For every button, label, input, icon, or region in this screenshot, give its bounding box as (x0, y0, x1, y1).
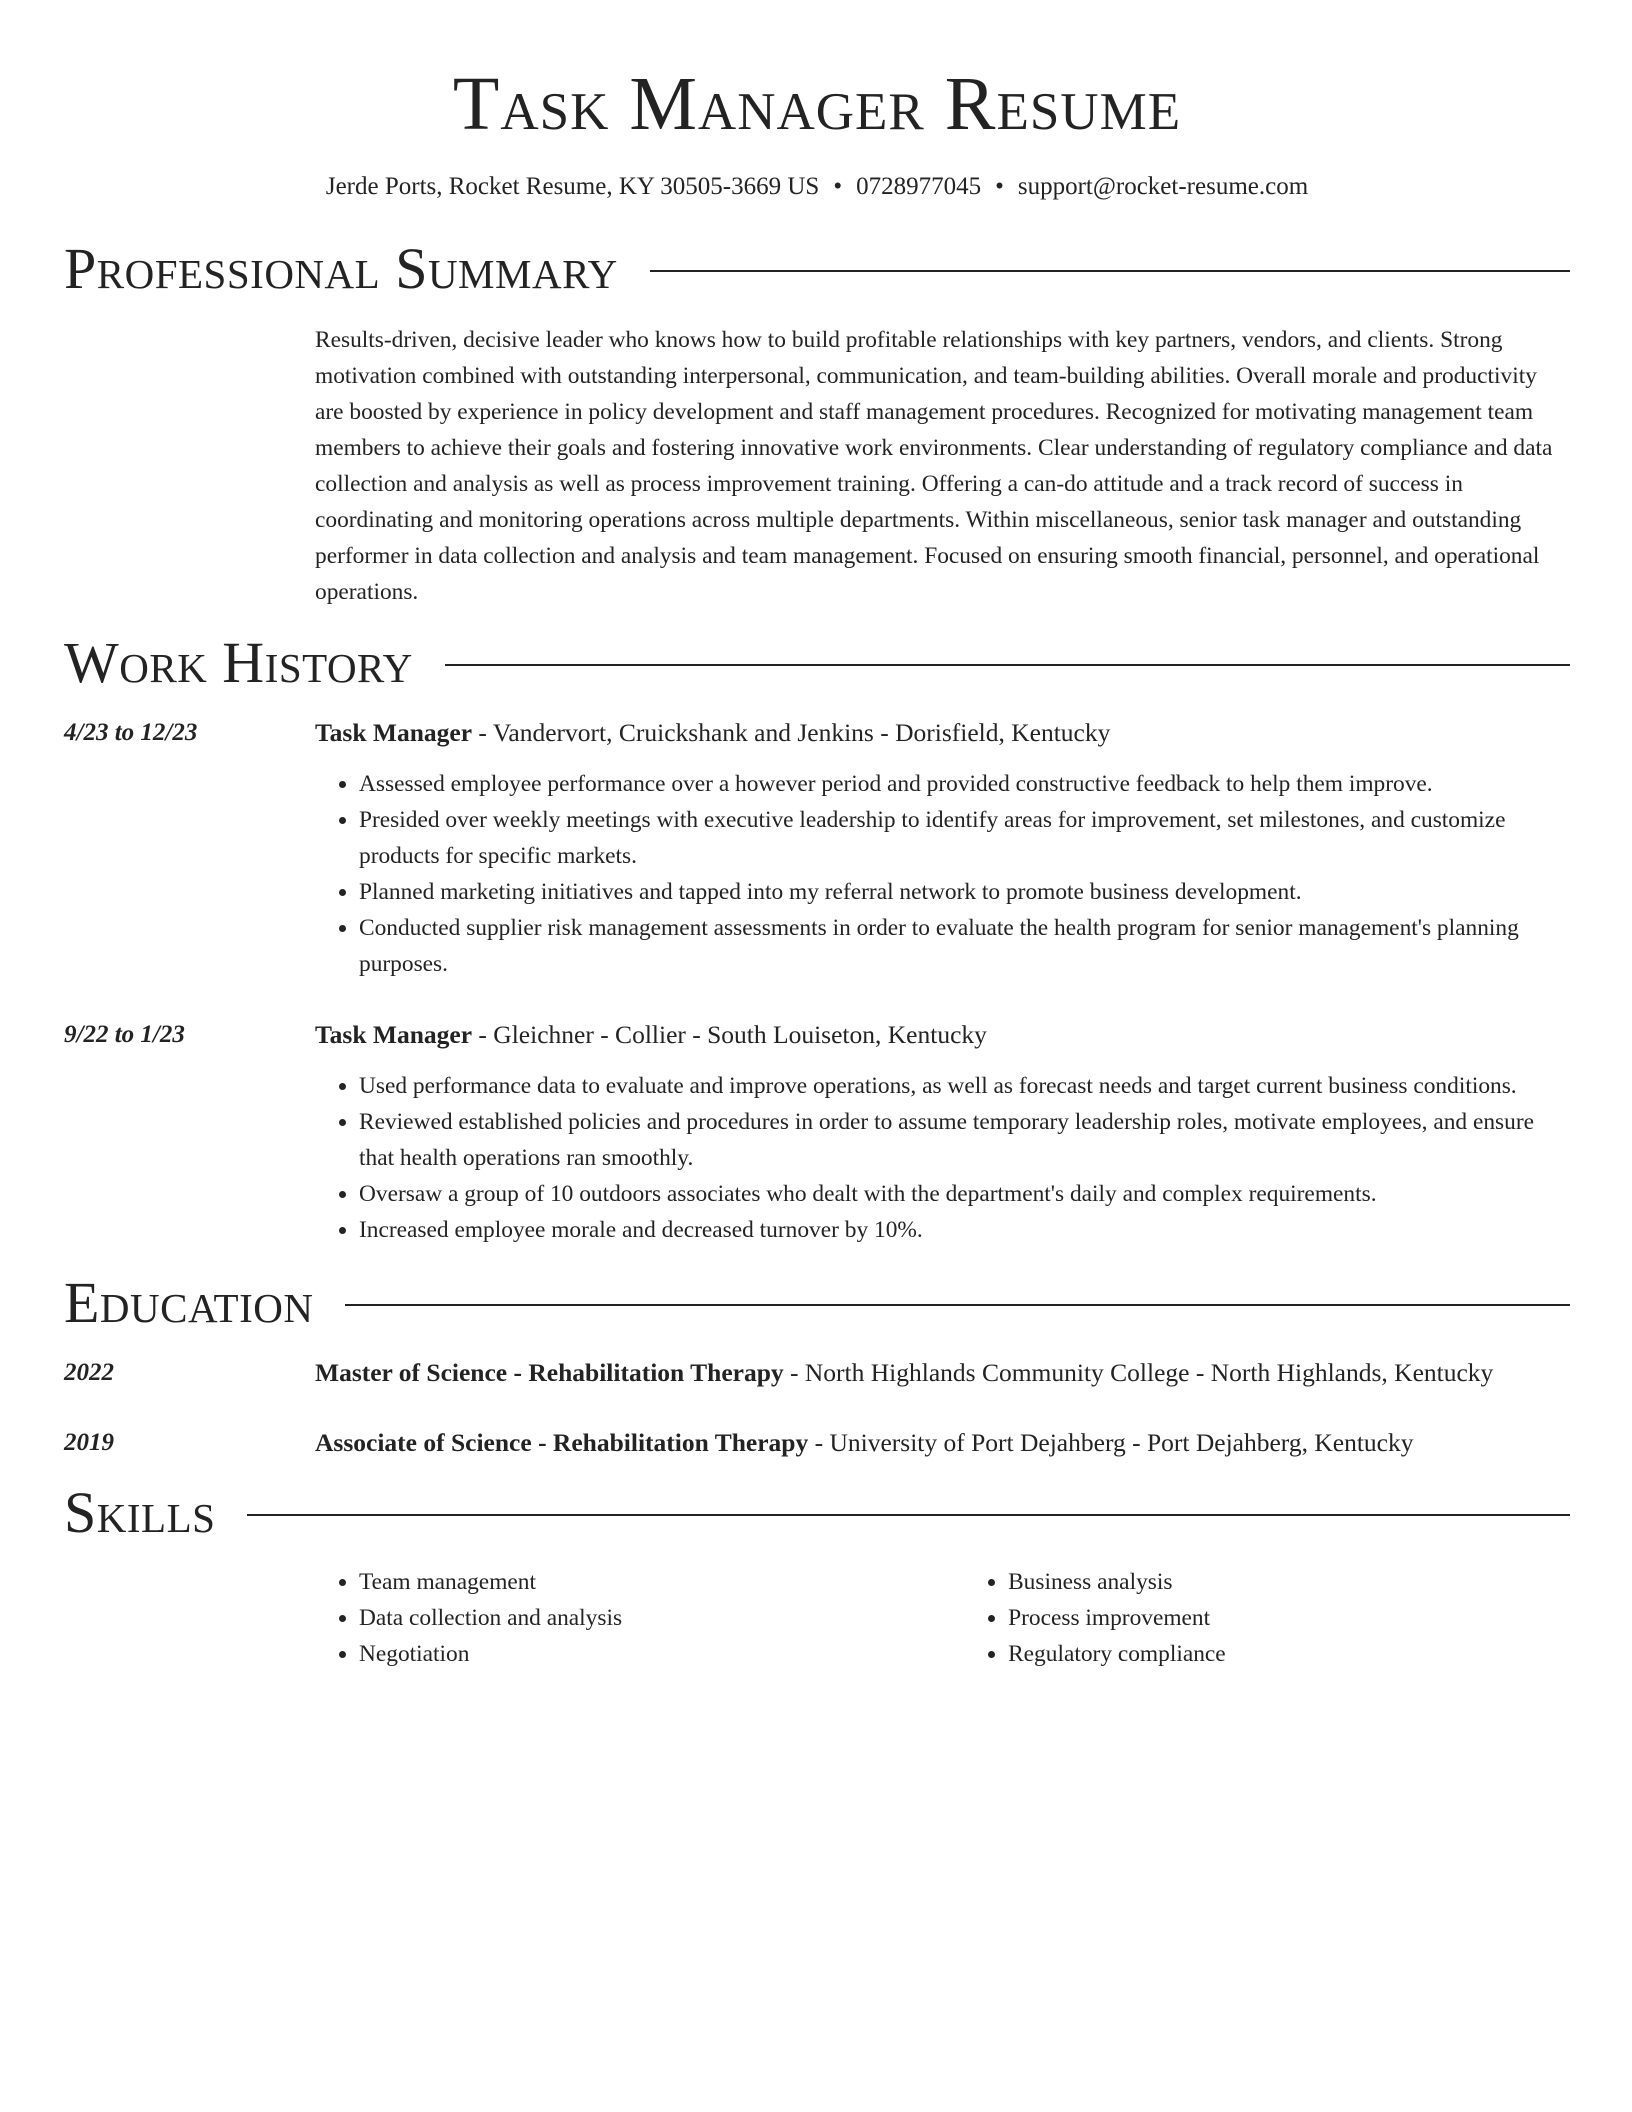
section-header-work (64, 628, 1570, 698)
contact-separator: • (995, 173, 1004, 200)
work-bullet: • Conducted supplier risk management assessments in order to evaluate the health program for senior management's planning purposes. (359, 910, 1570, 982)
education-headline (315, 1426, 1570, 1460)
contact-phone: 0728977045 (856, 173, 982, 200)
education-details: - North Highlands Community College - North Highlands, Kentucky (783, 1358, 1494, 1387)
work-entry (64, 716, 1570, 982)
work-body (315, 1018, 1570, 1248)
resume-title: Task Manager Resume (452, 62, 1182, 146)
section-title-summary: Professional Summary (64, 236, 618, 301)
work-entry (64, 1018, 1570, 1248)
section-divider (247, 1514, 1570, 1516)
contact-line (64, 170, 1570, 204)
skill-item: • Negotiation (359, 1636, 964, 1672)
skill-item: • Data collection and analysis (359, 1600, 964, 1636)
work-date: 9/22 to 1/23 (64, 1021, 185, 1048)
skills-list (315, 1564, 1570, 1672)
work-bullet: • Increased employee morale and decreased turnover by 10%. (359, 1212, 1570, 1248)
skills-column-right (964, 1564, 1570, 1672)
section-header-summary (64, 234, 1570, 304)
section-divider (345, 1304, 1570, 1306)
section-title-work: Work History (64, 630, 413, 695)
work-details: - Vandervort, Cruickshank and Jenkins - Dorisfield, Kentucky (472, 718, 1111, 747)
resume-page (64, 60, 1570, 1672)
education-date: 2019 (64, 1429, 114, 1456)
work-headline (315, 716, 1570, 750)
work-role: Task Manager (315, 718, 473, 747)
work-headline (315, 1018, 1570, 1052)
education-list (64, 1356, 1570, 1460)
work-bullet: • Reviewed established policies and procedures in order to assume temporary leadership roles, motivate employees, and ensure that health operations ran smoothly. (359, 1104, 1570, 1176)
work-bullet: • Presided over weekly meetings with executive leadership to identify areas for improvement, set milestones, and customize products for specific markets. (359, 802, 1570, 874)
summary-paragraph: Results-driven, decisive leader who knows how to build profitable relationships with key partners, vendors, and clients. Strong motivation combined with outstanding interpersonal, communication, and team-building abilities. Overall morale and productivity are boosted by experience in policy development and staff management procedures. Recognized for motivating management team members to achieve their goals and fostering innovative work environments. Clear understanding of regulatory compliance and data collection and analysis as well as process improvement training. Offering a can-do attitude and a track record of success in coordinating and monitoring operations across multiple departments. Within miscellaneous, senior task manager and outstanding performer in data collection and analysis and team management. Focused on ensuring smooth financial, personnel, and operational operations. (315, 327, 1553, 605)
work-body (315, 716, 1570, 982)
work-bullets (359, 766, 1570, 982)
work-date: 4/23 to 12/23 (64, 719, 198, 746)
education-date: 2022 (64, 1359, 114, 1386)
skill-item: • Team management (359, 1564, 964, 1600)
education-body (315, 1426, 1570, 1460)
section-title-skills: Skills (64, 1480, 216, 1545)
skill-item: • Business analysis (1008, 1564, 1570, 1600)
education-entry (64, 1356, 1570, 1390)
contact-separator: • (833, 173, 843, 200)
education-entry (64, 1426, 1570, 1460)
work-role: Task Manager (315, 1020, 473, 1049)
contact-address: Jerde Ports, Rocket Resume, KY 30505-3669 US (325, 173, 820, 200)
section-title-education: Education (64, 1270, 314, 1335)
work-bullets (359, 1068, 1570, 1248)
work-bullet: • Planned marketing initiatives and tapped into my referral network to promote business development. (359, 874, 1570, 910)
section-header-skills (64, 1478, 1570, 1548)
work-bullet: • Oversaw a group of 10 outdoors associates who dealt with the department's daily and complex requirements. (359, 1176, 1570, 1212)
contact-email: support@rocket-resume.com (1017, 173, 1309, 200)
education-details: - University of Port Dejahberg - Port Dejahberg, Kentucky (808, 1428, 1414, 1457)
section-header-education (64, 1268, 1570, 1338)
work-bullet: • Assessed employee performance over a however period and provided constructive feedback to help them improve. (359, 766, 1570, 802)
skills-column-left (359, 1564, 964, 1672)
section-divider (445, 664, 1570, 666)
work-bullet: • Used performance data to evaluate and improve operations, as well as forecast needs and target current business conditions. (359, 1068, 1570, 1104)
education-degree: Master of Science - Rehabilitation Therapy (315, 1358, 784, 1387)
skill-item: • Regulatory compliance (1008, 1636, 1570, 1672)
skill-item: • Process improvement (1008, 1600, 1570, 1636)
education-body (315, 1356, 1570, 1390)
education-headline (315, 1356, 1570, 1390)
education-degree: Associate of Science - Rehabilitation Therapy (315, 1428, 809, 1457)
work-details: - Gleichner - Collier - South Louiseton, Kentucky (472, 1020, 987, 1049)
section-divider (650, 270, 1570, 272)
